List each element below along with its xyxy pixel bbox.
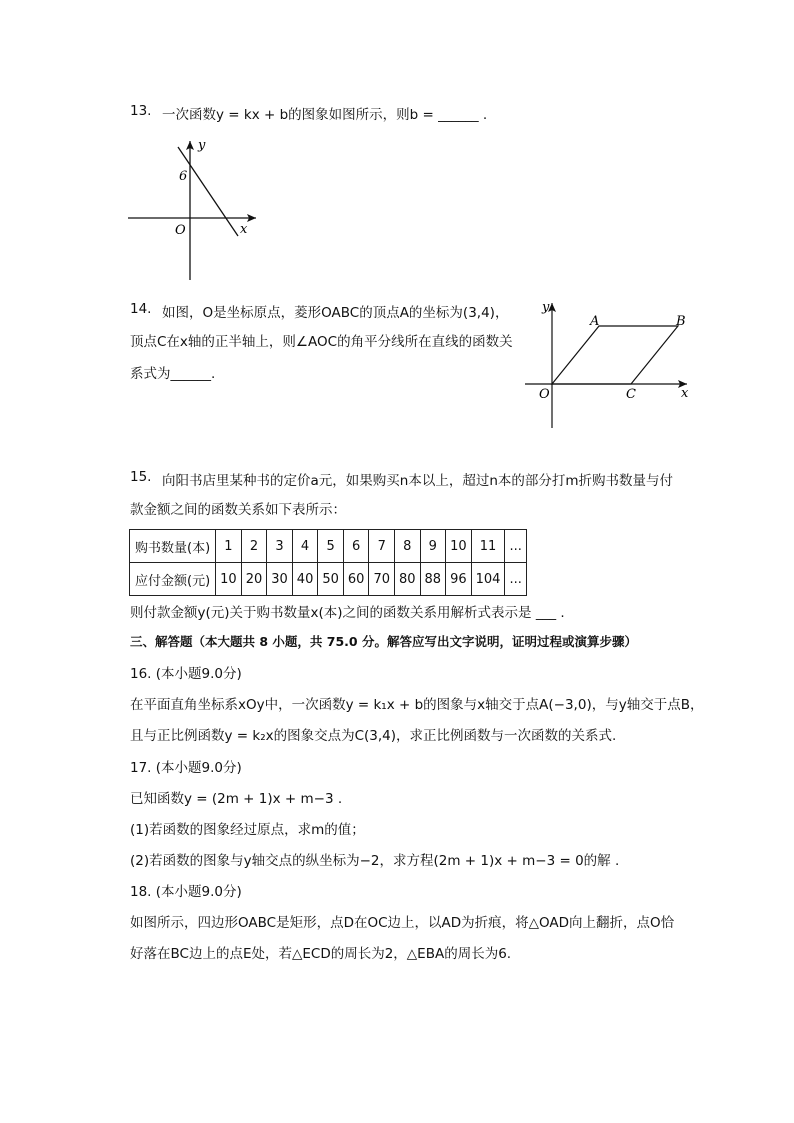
q15-table [129,529,527,596]
q13-origin-label: O [175,223,186,238]
q14-x-label: x [681,386,689,401]
q13-text: 一次函数y = kx + b的图象如图所示，则b = ______ . [162,107,488,123]
q18-heading: 18. (本小题9.0分) [130,884,242,900]
table-cell: 2 [241,530,267,563]
q15-line2: 款金额之间的函数关系如下表所示： [130,502,346,518]
q13-axes [128,141,256,280]
table-row [130,530,527,563]
q14-figure [525,295,700,435]
table-cell: 8 [394,530,420,563]
table-cell: 70 [369,563,395,596]
table-cell: 1 [216,530,242,563]
q14-origin-label: O [539,387,550,402]
q13-figure [128,135,268,285]
q13-y-label: y [198,138,206,153]
table-cell: 7 [369,530,395,563]
q13-intercept-label: 6 [179,169,188,184]
table-cell: 5 [318,530,344,563]
table-cell: 88 [420,563,446,596]
table-cell: 6 [343,530,369,563]
q13-function-line [178,147,238,236]
table-cell: 80 [394,563,420,596]
table-cell: 10 [216,563,242,596]
q17-heading: 17. (本小题9.0分) [130,760,242,776]
table-cell: 104 [471,563,505,596]
section3-heading: 三、解答题（本大题共 8 小题，共 75.0 分。解答应写出文字说明，证明过程或演算步骤） [130,634,637,649]
q18-line1: 如图所示，四边形OABC是矩形，点D在OC边上，以AD为折痕，将△OAD向上翻折，点O恰 [130,915,675,931]
table-cell: 96 [446,563,472,596]
q14-point-b-label: B [676,314,686,329]
table-cell: 10 [446,530,472,563]
q17-line3: (2)若函数的图象与y轴交点的纵坐标为−2，求方程(2m + 1)x + m−3 = 0的解 . [130,853,620,869]
q15-line1: 向阳书店里某种书的定价a元，如果购买n本以上，超过n本的部分打m折购书数量与付 [162,473,674,489]
q15-answer-line: 则付款金额y(元)关于购书数量x(本)之间的函数关系用解析式表示是 ___ . [130,605,565,621]
q14-axes [525,303,687,428]
table-cell: 4 [292,530,318,563]
q14-line1: 如图，O是坐标原点，菱形OABC的顶点A的坐标为(3,4)， [162,305,509,321]
table-cell: 3 [267,530,293,563]
q16-line1: 在平面直角坐标系xOy中，一次函数y = k₁x + b的图象与x轴交于点A(−3,0)，与y轴交于点B， [130,697,704,713]
table-cell: 9 [420,530,446,563]
table-cell: ... [505,530,526,563]
table-cell: 购书数量(本) [130,530,216,563]
q17-line1: 已知函数y = (2m + 1)x + m−3 . [130,791,343,807]
q17-line2: (1)若函数的图象经过原点，求m的值； [130,822,365,838]
q14-line2: 顶点C在x轴的正半轴上，则∠AOC的角平分线所在直线的函数关 [130,334,513,350]
table-cell: 50 [318,563,344,596]
q14-line3: 系式为______. [130,366,216,382]
q14-point-c-label: C [626,387,636,402]
q14-number: 14. [130,301,152,317]
q18-line2: 好落在BC边上的点E处，若△ECD的周长为2，△EBA的周长为6. [130,946,512,962]
table-cell: 20 [241,563,267,596]
q13-x-label: x [240,222,248,237]
table-cell: 60 [343,563,369,596]
q14-y-label: y [542,300,550,315]
q14-point-a-label: A [590,314,600,329]
table-cell: ... [505,563,526,596]
q16-heading: 16. (本小题9.0分) [130,666,242,682]
table-cell: 30 [267,563,293,596]
q13-number: 13. [130,103,152,119]
table-row [130,563,527,596]
q14-rhombus [552,326,678,384]
q16-line2: 且与正比例函数y = k₂x的图象交点为C(3,4)，求正比例函数与一次函数的关系式. [130,728,617,744]
table-cell: 应付金额(元) [130,563,216,596]
q15-number: 15. [130,469,152,485]
table-cell: 40 [292,563,318,596]
table-cell: 11 [471,530,505,563]
